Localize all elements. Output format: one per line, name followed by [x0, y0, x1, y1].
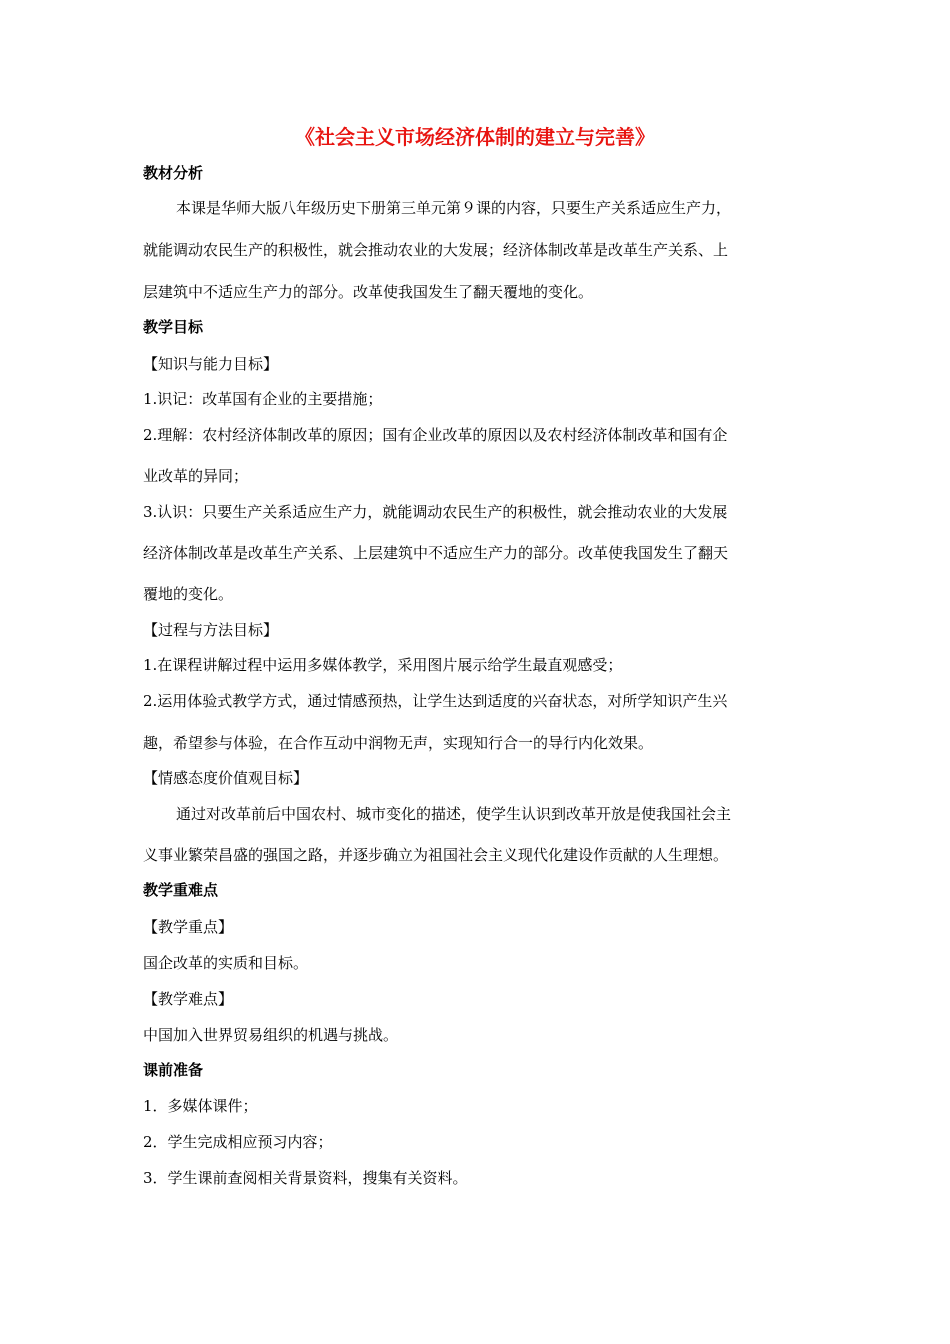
knowledge-line-2: 2.理解：农村经济体制改革的原因；国有企业改革的原因以及农村经济体制改革和国有企: [143, 426, 728, 444]
knowledge-line-4: 3.认识：只要生产关系适应生产力，就能调动农民生产的积极性，就会推动农业的大发展: [143, 503, 728, 521]
process-line-3: 趣，希望参与体验，在合作互动中润物无声，实现知行合一的导行内化效果。: [143, 734, 654, 752]
focus-label: 【教学重点】: [143, 918, 234, 936]
heading-preparation: 课前准备: [143, 1061, 204, 1079]
analysis-line-1: 本课是华师大版八年级历史下册第三单元第９课的内容，只要生产关系适应生产力，: [176, 199, 732, 217]
emotion-line-2: 义事业繁荣昌盛的强国之路，并逐步确立为祖国社会主义现代化建设作贡献的人生理想。: [143, 846, 729, 864]
analysis-line-3: 层建筑中不适应生产力的部分。改革使我国发生了翻天覆地的变化。: [143, 283, 594, 301]
knowledge-goal-label: 【知识与能力目标】: [143, 355, 279, 373]
process-goal-label: 【过程与方法目标】: [143, 621, 279, 639]
heading-teaching-goals: 教学目标: [143, 318, 204, 336]
emotion-line-1: 通过对改革前后中国农村、城市变化的描述，使学生认识到改革开放是使我国社会主: [176, 805, 732, 823]
knowledge-line-6: 覆地的变化。: [143, 585, 234, 603]
difficulty-label: 【教学难点】: [143, 990, 234, 1008]
preparation-line-3: 3．学生课前查阅相关背景资料，搜集有关资料。: [143, 1169, 468, 1187]
heading-textbook-analysis: 教材分析: [143, 164, 204, 182]
preparation-line-1: 1．多媒体课件；: [143, 1097, 258, 1115]
analysis-line-2: 就能调动农民生产的积极性，就会推动农业的大发展；经济体制改革是改革生产关系、上: [143, 241, 729, 259]
emotion-goal-label: 【情感态度价值观目标】: [143, 769, 309, 787]
document-title: 《社会主义市场经济体制的建立与完善》: [295, 125, 655, 149]
knowledge-line-5: 经济体制改革是改革生产关系、上层建筑中不适应生产力的部分。改革使我国发生了翻天: [143, 544, 729, 562]
knowledge-line-3: 业改革的异同；: [143, 467, 249, 485]
knowledge-line-1: 1.识记：改革国有企业的主要措施；: [143, 390, 383, 408]
process-line-1: 1.在课程讲解过程中运用多媒体教学，采用图片展示给学生最直观感受；: [143, 656, 623, 674]
focus-text: 国企改革的实质和目标。: [143, 954, 309, 972]
difficulty-text: 中国加入世界贸易组织的机遇与挑战。: [143, 1026, 399, 1044]
process-line-2: 2.运用体验式教学方式，通过情感预热，让学生达到适度的兴奋状态，对所学知识产生兴: [143, 692, 728, 710]
preparation-line-2: 2．学生完成相应预习内容；: [143, 1133, 333, 1151]
heading-key-points: 教学重难点: [143, 881, 219, 899]
